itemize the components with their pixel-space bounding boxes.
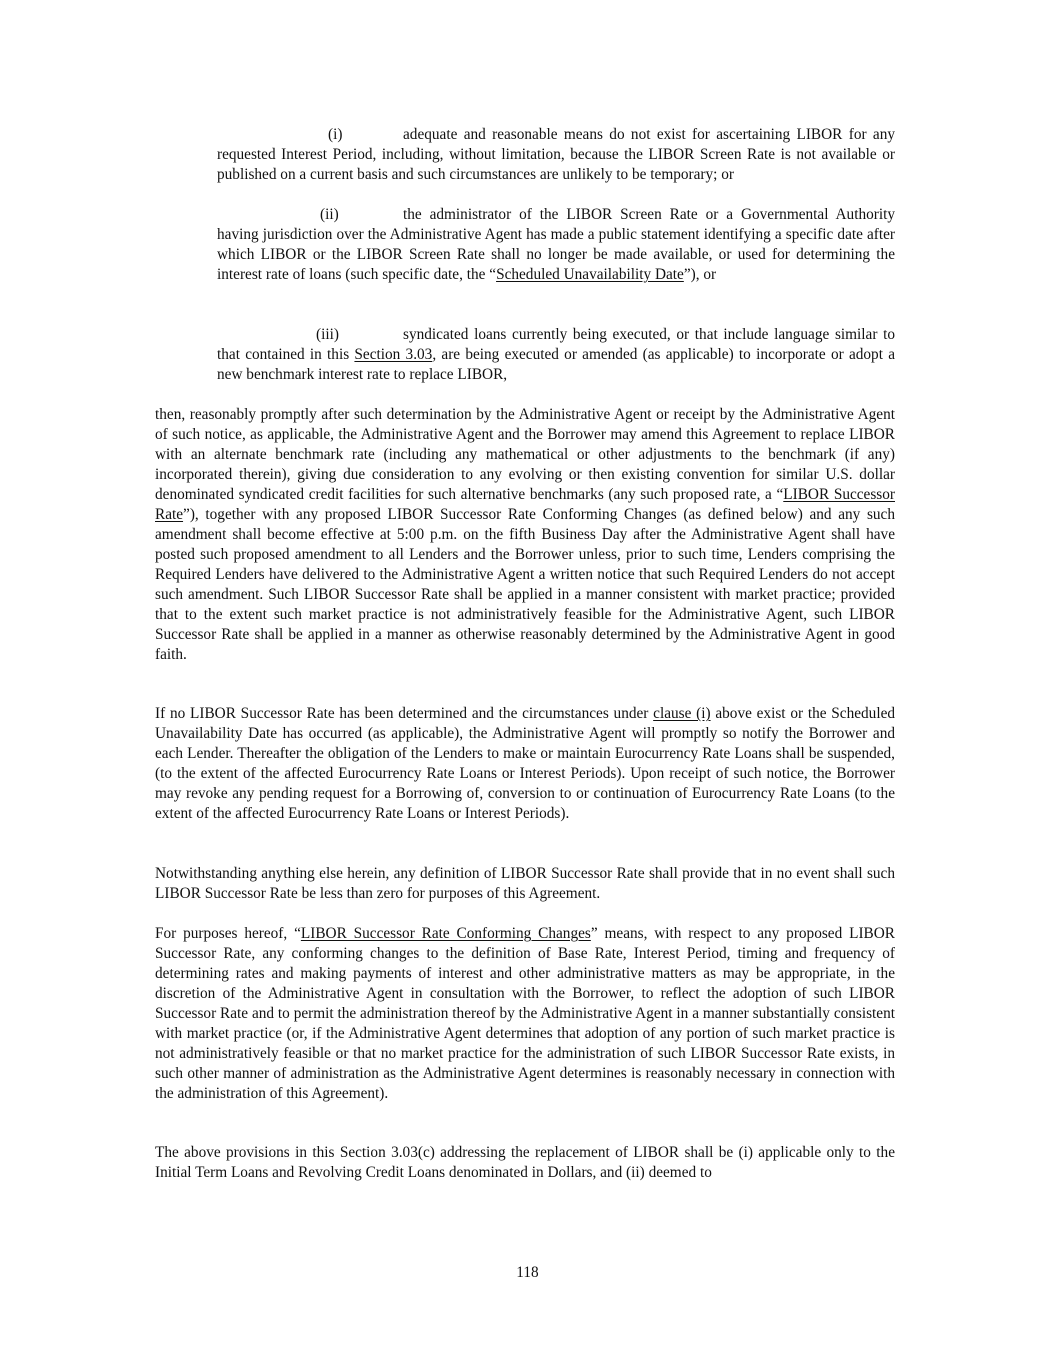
defined-term: LIBOR Successor Rate Conforming Changes <box>300 925 591 942</box>
paragraph-zero-floor: Notwithstanding anything else herein, any definition of LIBOR Successor Rate shall provide that in no event shall such LIBOR Successor Rate be less than zero for purposes of this Agreement. <box>155 865 895 902</box>
clause-i <box>217 125 895 185</box>
clause-number: (iii) <box>316 326 339 343</box>
defined-term: Scheduled Unavailability Date <box>496 266 684 283</box>
clause-iii <box>217 325 895 385</box>
clause-text: syndicated loans currently being executed, or that include language similar to that contained in this Section 3.03, are being executed or amended (as applicable) to incorporate or adopt a new benchmark interest rate to replace LIBOR, <box>217 326 895 383</box>
clause-number: (ii) <box>320 206 339 223</box>
page-number: 118 <box>516 1264 539 1281</box>
clause-number: (i) <box>328 126 343 143</box>
section-reference: Section 3.03 <box>354 346 433 363</box>
defined-term: LIBOR Successor Rate <box>155 486 895 523</box>
paragraph-suspension: If no LIBOR Successor Rate has been determined and the circumstances under clause (i) above exist or the Scheduled Unavailability Date has occurred (as applicable), the Administrative Agent will promptly so notify the Borrower and each Lender. Thereafter the obligation of the Lenders to make or maintain Eurocurrency Rate Loans shall be suspended, (to the extent of the affected Eurocurrency Rate Loans or Interest Periods). Upon receipt of such notice, the Borrower may revoke any pending request for a Borrowing of, conversion to or continuation of Eurocurrency Rate Loans (to the extent of the affected Eurocurrency Rate Loans or Interest Periods). <box>155 705 896 822</box>
clause-text: the administrator of the LIBOR Screen Rate or a Governmental Authority having jurisdiction over the Administrative Agent has made a public statement identifying a specific date after which LIBOR or the LIBOR Screen Rate shall no longer be made available, or used for determining the interest rate of loans (such specific date, the “Scheduled Unavailability Date”), or <box>217 206 895 283</box>
clause-ii <box>217 205 895 285</box>
paragraph-conforming-changes: For purposes hereof, “LIBOR Successor Rate Conforming Changes” means, with respect to any proposed LIBOR Successor Rate, any conforming changes to the definition of Base Rate, Interest Period, timing and frequency of determining rates and making payments of interest and other administrative matters as may be appropriate, in the discretion of the Administrative Agent in consultation with the Borrower, to reflect the adoption of such LIBOR Successor Rate and to permit the administration thereof by the Administrative Agent in a manner substantially consistent with market practice (or, if the Administrative Agent determines that adoption of any portion of such market practice is not administratively feasible or that no market practice for the administration of such LIBOR Successor Rate exists, in such other manner of administration as the Administrative Agent determines is reasonably necessary in connection with the administration of this Agreement). <box>155 925 895 1102</box>
clause-text: adequate and reasonable means do not exist for ascertaining LIBOR for any requested Interest Period, including, without limitation, because the LIBOR Screen Rate is not available or published on a current basis and such circumstances are unlikely to be temporary; or <box>217 126 895 183</box>
paragraph-applicability: The above provisions in this Section 3.03(c) addressing the replacement of LIBOR shall be (i) applicable only to the Initial Term Loans and Revolving Credit Loans denominated in Dollars, and (ii) deemed to <box>155 1144 895 1181</box>
paragraph-amendment: then, reasonably promptly after such determination by the Administrative Agent or receipt by the Administrative Agent of such notice, as applicable, the Administrative Agent and the Borrower may amend this Agreement to replace LIBOR with an alternate benchmark rate (including any mathematical or other adjustments to the benchmark (if any) incorporated therein), giving due consideration to any evolving or then existing convention for similar U.S. dollar denominated syndicated credit facilities for such alternative benchmarks (any such proposed rate, a “LIBOR Successor Rate”), together with any proposed LIBOR Successor Rate Conforming Changes (as defined below) and any such amendment shall become effective at 5:00 p.m. on the fifth Business Day after the Administrative Agent shall have posted such proposed amendment to all Lenders and the Borrower unless, prior to such time, Lenders comprising the Required Lenders have delivered to the Administrative Agent a written notice that such Required Lenders do not accept such amendment. Such LIBOR Successor Rate shall be applied in a manner consistent with market practice; provided that to the extent such market practice is not administratively feasible for the Administrative Agent, such LIBOR Successor Rate shall be applied in a manner as otherwise reasonably determined by the Administrative Agent in good faith. <box>155 406 895 663</box>
clause-reference: clause (i) <box>653 705 711 722</box>
